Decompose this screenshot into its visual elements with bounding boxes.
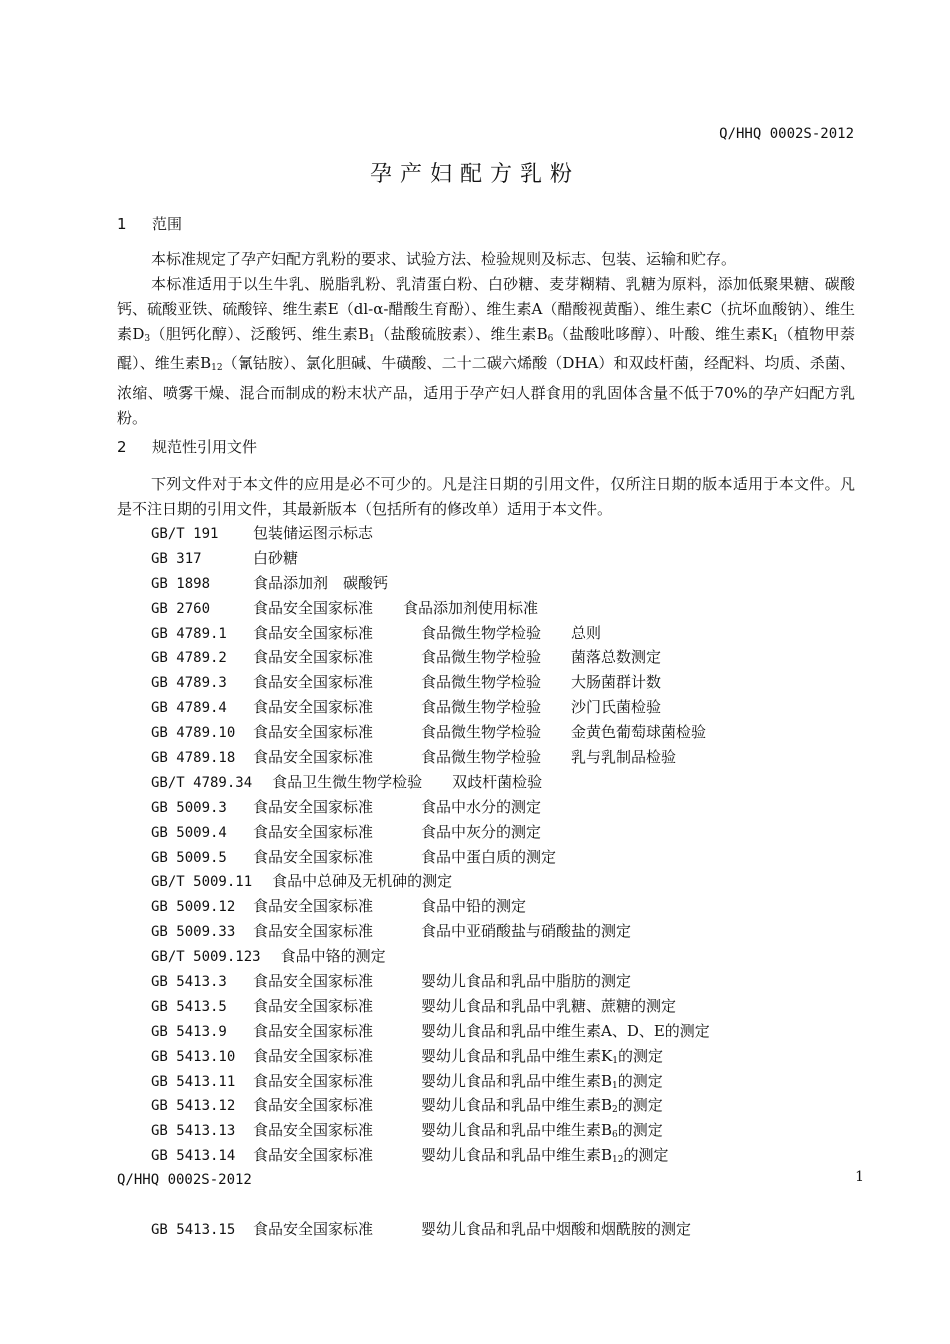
reference-item [151, 770, 710, 795]
subscript: 1 [612, 1080, 618, 1091]
reference-issuer: 食品安全国家标准 [253, 922, 374, 941]
reference-title: 食品微生物学检验 大肠菌群计数 [421, 673, 662, 692]
reference-title: 食品添加剂 碳酸钙 [253, 573, 389, 592]
reference-code: GB 5009.12 [151, 899, 236, 916]
reference-issuer: 食品安全国家标准 [253, 673, 374, 692]
reference-item [151, 1093, 710, 1118]
section-title: 范围 [152, 215, 183, 233]
reference-title: 婴幼儿食品和乳品中维生素B [421, 1071, 613, 1090]
reference-item [151, 1143, 710, 1168]
reference-issuer: 食品安全国家标准 [253, 1096, 374, 1115]
reference-code: GB 4789.10 [151, 725, 236, 742]
reference-item [151, 944, 710, 969]
reference-item [151, 546, 710, 571]
reference-title: 婴幼儿食品和乳品中烟酸和烟酰胺的测定 [421, 1220, 692, 1238]
subscript: 1 [369, 333, 375, 344]
reference-title: 婴幼儿食品和乳品中维生素K [421, 1046, 613, 1065]
subscript: 3 [144, 333, 151, 344]
reference-issuer: 食品安全国家标准 [253, 623, 374, 642]
subscript: 12 [211, 363, 223, 374]
subscript: 12 [612, 1155, 624, 1166]
subscript: 1 [772, 333, 779, 344]
reference-code: GB 4789.3 [151, 675, 227, 692]
document-title: 孕产妇配方乳粉 [369, 162, 580, 187]
reference-code: GB 4789.4 [151, 700, 227, 717]
reference-item [151, 670, 710, 695]
reference-item [151, 869, 710, 894]
reference-title: 食品中灰分的测定 [421, 822, 542, 841]
reference-code: GB 5413.14 [151, 1148, 236, 1165]
reference-code: GB 5413.3 [151, 974, 227, 991]
section-heading-normative-references [117, 436, 257, 457]
reference-item [151, 919, 710, 944]
next-page-reference [151, 1217, 691, 1242]
reference-title-suffix: 的测定 [617, 1121, 663, 1140]
reference-code: GB 5413.11 [151, 1073, 236, 1090]
section-heading-scope [117, 213, 182, 234]
reference-title: 婴幼儿食品和乳品中脂肪的测定 [421, 972, 632, 991]
reference-list [151, 521, 710, 1168]
reference-title: 婴幼儿食品和乳品中乳糖、蔗糖的测定 [421, 996, 677, 1015]
reference-issuer: 食品安全国家标准 [253, 1021, 374, 1040]
reference-code: GB 5413.12 [151, 1098, 236, 1115]
reference-code: GB 317 [151, 550, 202, 567]
reference-title: 食品微生物学检验 金黄色葡萄球菌检验 [421, 723, 707, 742]
reference-code: GB 5009.33 [151, 924, 236, 941]
reference-issuer: 食品安全国家标准 [253, 897, 374, 916]
normative-intro-paragraph: 下列文件对于本文件的应用是必不可少的。凡是注日期的引用文件，仅所注日期的版本适用于本文件。凡是不注日期的引用文件，其最新版本（包括所有的修改单）适用于本文件。 [117, 475, 855, 518]
reference-title: 食品微生物学检验 菌落总数测定 [421, 648, 662, 667]
reference-item [151, 720, 710, 745]
reference-code: GB 5413.10 [151, 1048, 236, 1065]
reference-code: GB/T 4789.34 [151, 774, 253, 791]
reference-issuer: 食品安全国家标准 [253, 648, 374, 667]
reference-title: 食品中水分的测定 [421, 797, 542, 816]
reference-issuer: 食品安全国家标准 [253, 1121, 374, 1140]
subscript: 6 [547, 333, 554, 344]
reference-title: 食品中亚硝酸盐与硝酸盐的测定 [421, 922, 632, 941]
reference-item [151, 596, 710, 621]
reference-code: GB 4789.2 [151, 650, 227, 667]
reference-code: GB 4789.18 [151, 750, 236, 767]
reference-item [151, 820, 710, 845]
reference-title: 婴幼儿食品和乳品中维生素B [421, 1096, 613, 1115]
footer-doc-code: Q/HHQ 0002S-2012 [117, 1172, 252, 1188]
reference-title: 食品卫生微生物学检验 双歧杆菌检验 [272, 772, 543, 791]
reference-item [151, 521, 710, 546]
reference-title: 食品中铅的测定 [421, 897, 527, 916]
reference-title: 食品安全国家标准 食品添加剂使用标准 [253, 598, 539, 617]
reference-title: 白砂糖 [253, 548, 299, 567]
reference-issuer: 食品安全国家标准 [253, 972, 374, 991]
section-number: 2 [117, 438, 127, 456]
reference-code: GB/T 5009.123 [151, 949, 261, 966]
reference-code: GB 5413.15 [151, 1222, 236, 1238]
scope-paragraph-2: 本标准适用于以生牛乳、脱脂乳粉、乳清蛋白粉、白砂糖、麦芽糊精、乳糖为原料，添加低聚果糖、碳酸钙、硫酸亚铁、硫酸锌、维生素E（dl-α-醋酸生育酚）、维生素A（醋酸视黄酯）、维生素C（抗坏血酸钠）、维生素$D_3$（胆钙化醇）、泛酸钙、维生素$B_1$（盐酸硫胺素）、维生素$B_6$（盐酸吡哆醇）、叶酸、维生素$K_1$（植物甲萘醌）、维生素$B_{12}$（氰钴胺）、氯化胆碱、牛磺酸、二十二碳六烯酸（DHA）和双歧杆菌，经配料、均质、杀菌、浓缩、喷雾干燥、混合而制成的粉末状产品，适用于孕产妇人群食用的乳固体含量不低于70%的孕产妇配方乳粉。 [117, 275, 855, 427]
section-number: 1 [117, 215, 127, 233]
reference-code: GB 5009.4 [151, 824, 227, 841]
reference-title: 食品中蛋白质的测定 [421, 847, 557, 866]
reference-code: GB 2760 [151, 600, 211, 617]
header-doc-code: Q/HHQ 0002S-2012 [719, 126, 854, 142]
subscript: 6 [612, 1130, 618, 1141]
reference-issuer: 食品安全国家标准 [253, 996, 374, 1015]
reference-item [151, 695, 710, 720]
reference-title: 婴幼儿食品和乳品中维生素B [421, 1121, 613, 1140]
reference-issuer: 食品安全国家标准 [253, 822, 374, 841]
reference-issuer: 食品安全国家标准 [253, 847, 374, 866]
reference-title: 食品微生物学检验 沙门氏菌检验 [421, 698, 662, 717]
reference-item [151, 1044, 710, 1069]
reference-code: GB/T 191 [151, 526, 219, 542]
reference-issuer: 食品安全国家标准 [253, 1220, 374, 1238]
reference-code: GB 5009.3 [151, 799, 227, 816]
reference-issuer: 食品安全国家标准 [253, 698, 374, 717]
reference-code: GB 5413.13 [151, 1123, 236, 1140]
reference-code: GB 5413.5 [151, 998, 227, 1015]
subscript: 2 [612, 1105, 618, 1116]
reference-item [151, 571, 710, 596]
reference-title: 食品微生物学检验 总则 [421, 623, 602, 642]
reference-issuer: 食品安全国家标准 [253, 1146, 374, 1165]
reference-item [151, 1019, 710, 1044]
reference-item [151, 894, 710, 919]
reference-issuer: 食品安全国家标准 [253, 1046, 374, 1065]
reference-code: GB 4789.1 [151, 625, 227, 642]
reference-title: 食品中铬的测定 [280, 947, 386, 966]
reference-code: GB 5009.5 [151, 849, 227, 866]
reference-code: GB 1898 [151, 575, 211, 592]
reference-issuer: 食品安全国家标准 [253, 797, 374, 816]
scope-paragraph-1: 本标准规定了孕产妇配方乳粉的要求、试验方法、检验规则及标志、包装、运输和贮存。 [151, 250, 737, 268]
reference-code: GB/T 5009.11 [151, 874, 253, 891]
reference-title: 食品中总砷及无机砷的测定 [272, 872, 453, 891]
page-number: 1 [855, 1169, 864, 1185]
reference-code: GB 5413.9 [151, 1023, 227, 1040]
subscript: 1 [612, 1055, 618, 1066]
reference-item [151, 645, 710, 670]
reference-issuer: 食品安全国家标准 [253, 723, 374, 742]
reference-title-suffix: 的测定 [617, 1046, 663, 1065]
reference-title: 食品微生物学检验 乳与乳制品检验 [421, 748, 677, 767]
reference-title-suffix: 的测定 [617, 1096, 663, 1115]
section-title: 规范性引用文件 [152, 438, 258, 456]
reference-title: 婴幼儿食品和乳品中维生素B [421, 1146, 613, 1165]
reference-item [151, 795, 710, 820]
reference-issuer: 食品安全国家标准 [253, 1071, 374, 1090]
reference-item [151, 845, 710, 870]
reference-title: 包装储运图示标志 [253, 524, 374, 542]
reference-item [151, 745, 710, 770]
reference-item [151, 621, 710, 646]
reference-item [151, 969, 710, 994]
reference-item [151, 1069, 710, 1094]
reference-item [151, 1118, 710, 1143]
reference-title: 婴幼儿食品和乳品中维生素A、D、E的测定 [421, 1021, 710, 1040]
reference-issuer: 食品安全国家标准 [253, 748, 374, 767]
reference-title-suffix: 的测定 [623, 1146, 669, 1165]
reference-item [151, 994, 710, 1019]
reference-title-suffix: 的测定 [617, 1071, 663, 1090]
reference-item [151, 1217, 691, 1242]
